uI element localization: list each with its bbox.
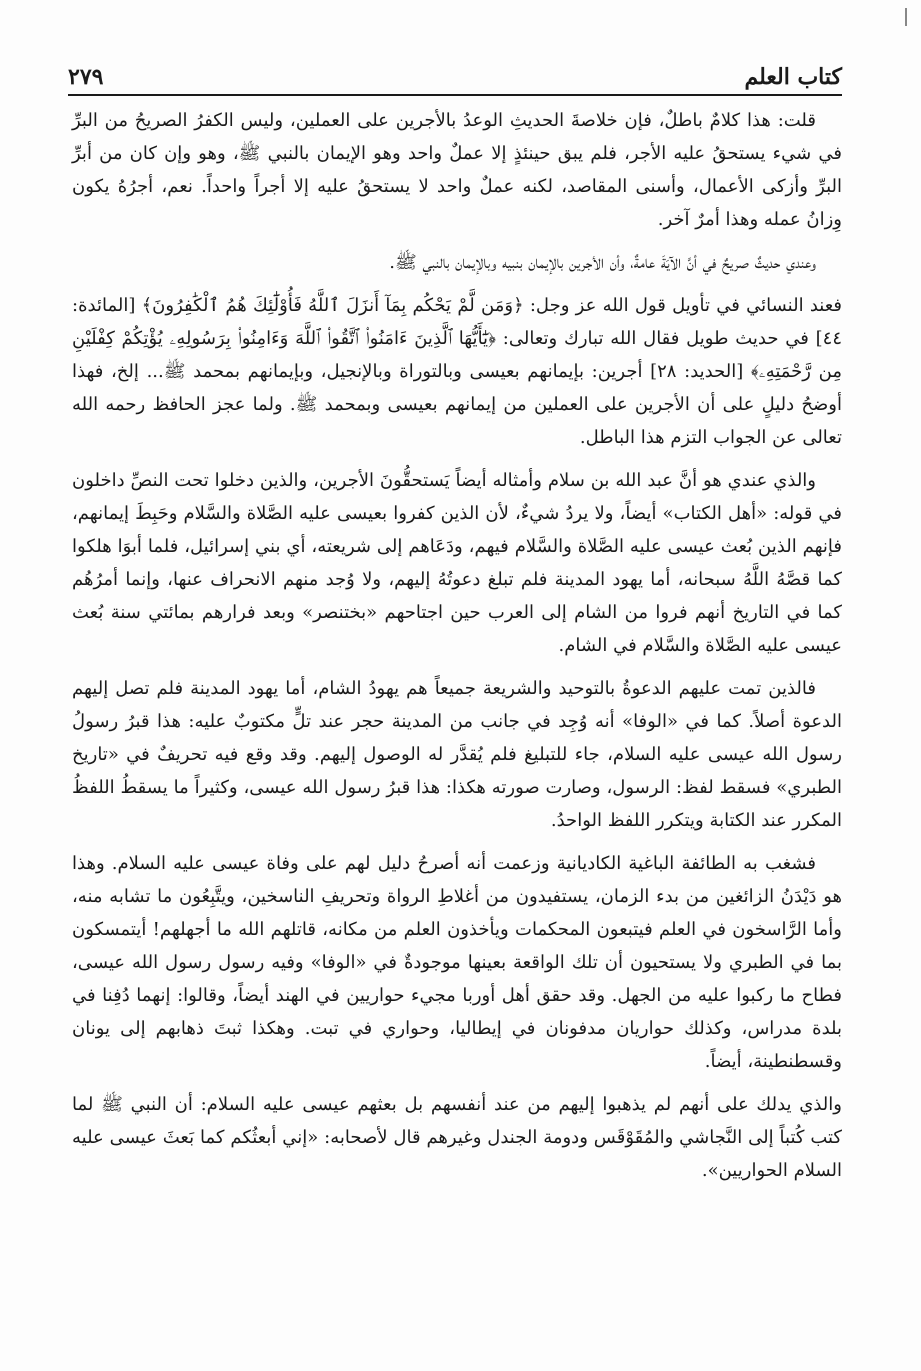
header-rule [68, 94, 842, 96]
page-number: ٢٧٩ [68, 64, 104, 90]
paragraph-jews-of-sham: فالذين تمت عليهم الدعوةُ بالتوحيد والشريعة جميعاً هم يهودُ الشام، أما يهود المدينة فلم تصل إليهم الدعوة أصلاً. كما في «الوفا» أنه وُجِد في جانب من المدينة حجر عند تلٍّ مكتوبٌ عليه: هذا قبرُ رسولُ رسول الله عيسى عليه السلام، جاء للتبليغ فلم يُقدَّر له الوصول إليهم. وقد وقع فيه تحريفٌ في «تاريخ الطبري» فسقط لفظ: الرسول، وصارت صورته هكذا: هذا قبرُ رسول الله عيسى، وكثيراً ما يسقطُ اللفظُ المكرر عند الكتابة ويتكرر اللفظ الواحدُ. [72, 678, 842, 831]
page-header [68, 58, 842, 92]
paragraph-nasai-evidence: فعند النسائي في تأويل قول الله عز وجل: ﴿وَمَن لَّمْ يَحْكُم بِمَآ أَنزَلَ ٱللَّهُ فَأُوْلَٰٓئِكَ هُمُ ٱلْكَٰفِرُونَ﴾ [المائدة: ٤٤] في حديث طويل فقال الله تبارك وتعالى: ﴿يَٰٓأَيُّهَا ٱلَّذِينَ ءَامَنُوا۟ ٱتَّقُوا۟ ٱللَّهَ وَءَامِنُوا۟ بِرَسُولِهِۦ يُؤْتِكُمْ كِفْلَيْنِ مِن رَّحْمَتِهِۦ﴾ [الحديد: ٢٨] أجرين: بإيمانهم بعيسى وبالتوراة وبالإنجيل، وبإيمانهم بمحمد ﷺ... إلخ، فهذا أوضحُ دليلٍ على أن الأجرين على العملين من إيمانهم بعيسى وبمحمد ﷺ. ولما عجز الحافظ رحمه الله تعالى عن الجواب التزم هذا الباطل. [72, 295, 842, 448]
paragraph-rebuttal: قلت: هذا كلامٌ باطلٌ، فإن خلاصةَ الحديثِ الوعدُ بالأجرين على العملين، وليس الكفرُ الصريحُ من البرِّ في شيء يستحقُ عليه الأجر، فلم يبق حينئذٍ إلا عملٌ واحد وهو الإيمان بالنبي ﷺ، وهو وإن كان من أبرِّ البرِّ وأزكى الأعمال، وأسنى المقاصد، لكنه عملٌ واحد لا يستحقُ عليه إلا أجراً واحداً. نعم، أجرُهُ يكون وِزانُ عمله وهذا أمرٌ آخر. [72, 110, 842, 230]
scan-edge-mark [897, 8, 907, 26]
paragraph-abdullah-bin-salam: والذي عندي هو أنَّ عبد الله بن سلام وأمثاله أيضاً يَستحقُّونَ الأجرين، والذين دخلوا تحت النصِّ داخلون في قوله: «أهل الكتاب» أيضاً، ولا يردُ شيءٌ، لأن الذين كفروا بعيسى عليه الصَّلاة والسَّلام وحَبِطَ إيمانهم، فإنهم الذين بُعث عيسى عليه الصَّلاة والسَّلام فيهم، ودَعَاهم إلى شريعته، أي بني إسرائيل، فلما أبوَا هلكوا كما قصَّهُ اللَّهُ سبحانه، أما يهود المدينة فلم تبلغ دعوتُهُ إليهم، ولا وُجد منهم الانحراف عنها، وإنما أمرُهُم كما في التاريخ أنهم فروا من الشام إلى العرب حين اجتاحهم «بختنصر» وبعد فرارهم بمائتي سنة بُعث عيسى عليه الصَّلاة والسَّلام في الشام. [72, 470, 842, 656]
book-title: كتاب العلم [744, 64, 842, 90]
paragraph-explicit-hadith: وعندي حديثٌ صريحٌ في أنَّ الآيَةَ عامةٌ، وأن الأجرين بالإيمان بنبيه وبالإيمان بالنبي ﷺ. [389, 252, 816, 273]
paragraph-qadiani-claim: فشغب به الطائفة الباغية الكاديانية وزعمت أنه أصرحُ دليل لهم على وفاة عيسى عليه السلام. وهذا هو دَيْدَنُ الزائغين من بدء الزمان، يستفيدون من أغلاطِ الرواة وتحريفِ الناسخين، ويتَّبِعُون ما تشابه منه، وأما الرَّاسخون في العلم فيتبعون المحكمات ويأخذون العلم من مكانه، قاتلهم الله ما أجهلهم! أيتمسكون بما في الطبري ولا يستحيون أن تلك الواقعة بعينها موجودةٌ في «الوفا» وفيه رسول رسول الله عيسى، فطاح ما ركبوا عليه من الجهل. وقد حقق أهل أوربا مجيء حواريين في الهند أيضاً، وقالوا: إنهما دُفِنا في بلدة مدراس، وكذلك حواريان مدفونان في إيطاليا، وحواري في تبت. وهكذا ثبتَ ذهابهم إلى يونان وقسطنطينة، أيضاً. [72, 853, 842, 1072]
paragraph-apostles-sent: والذي يدلك على أنهم لم يذهبوا إليهم من عند أنفسهم بل بعثهم عيسى عليه السلام: أن النبي ﷺ لما كتب كُتباً إلى النَّجاشي والمُقَوْقَس ودومة الجندل وغيرهم قال لأصحابه: «إني أبعثُكم كما بَعثَ عيسى عليه السلام الحواريين». [72, 1094, 842, 1181]
body-text [72, 104, 842, 1197]
